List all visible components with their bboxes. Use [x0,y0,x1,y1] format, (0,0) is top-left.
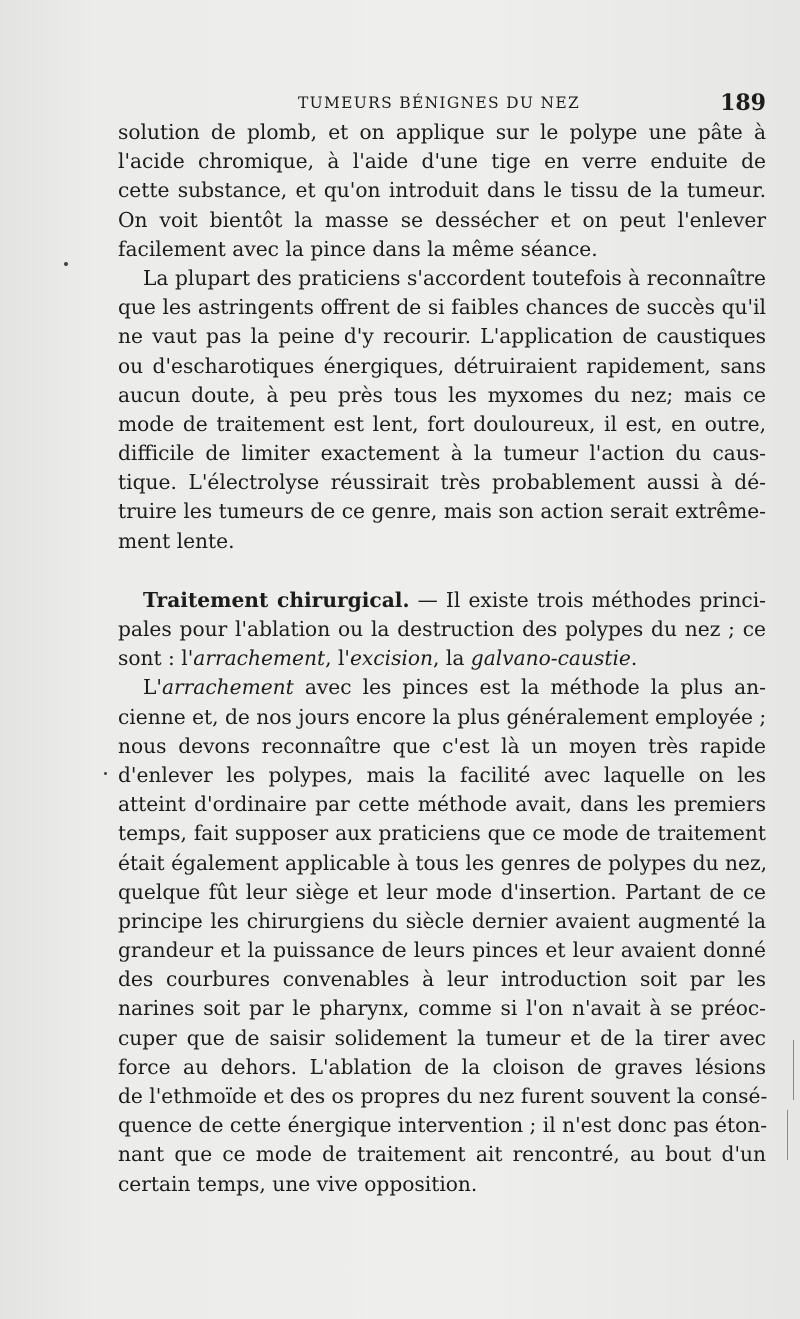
text-line: tique. L'électrolyse réussirait très probablement aussi à dé- [118,470,766,495]
page-edge-mark [787,1110,788,1160]
text-span: — Il existe trois méthodes princi- [409,587,766,612]
text-line: facilement avec la pince dans la même séance. [118,236,598,261]
text-line: narines soit par le pharynx, comme si l'on n'avait à se préoc- [118,996,766,1021]
page-edge-mark [793,1040,794,1100]
text-line [118,673,766,702]
text-line: grandeur et la puissance de leurs pinces et leur avaient donné [118,938,766,963]
page-number: 189 [720,90,766,116]
text-span: L' [143,675,162,700]
text-line: cienne et, de nos jours encore la plus généralement employée ; [118,704,767,729]
text-line: de l'ethmoïde et des os propres du nez furent souvent la consé- [118,1084,768,1108]
text-line: pales pour l'ablation ou la destruction des polypes du nez ; ce [118,617,766,641]
text-span: , la [433,646,471,671]
text-line: atteint d'ordinaire par cette méthode avait, dans les premiers [118,792,766,817]
text-line: cuper que de saisir solidement la tumeur et de la tirer avec [118,1025,766,1050]
text-span: sont : l' [118,646,194,671]
text-line: force au dehors. L'ablation de la cloison de graves lésions [118,1054,766,1079]
text-line: solution de plomb, et on applique sur le polype une pâte à [118,120,766,144]
text-line: principe les chirurgiens du siècle dernier avaient augmenté la [118,908,766,933]
text-line [118,586,766,615]
section-gap [118,556,766,586]
text-line: On voit bientôt la masse se dessécher et on peut l'enlever [118,207,766,232]
ink-speck [64,262,68,266]
text-line: quence de cette énergique intervention ; il n'est donc pas éton- [118,1113,768,1138]
text-line: difficile de limiter exactement à la tumeur l'action du caus- [118,441,766,466]
text-span: avec les pinces est la méthode la plus an- [293,675,766,700]
running-title: TUMEURS BÉNIGNES DU NEZ [298,94,581,112]
text-line: cette substance, et qu'on introduit dans le tissu de la tumeur. [118,178,766,203]
text-line: que les astringents offrent de si faibles chances de succès qu'il [118,295,766,320]
text-line: ment lente. [118,528,235,553]
body-text [118,118,766,1199]
section-heading: Traitement chirurgical. [143,587,410,612]
text-line: mode de traitement est lent, fort douloureux, il est, en outre, [118,411,766,436]
text-line: quelque fût leur siège et leur mode d'insertion. Partant de ce [118,879,766,904]
text-span: . [630,646,638,671]
text-line: d'enlever les polypes, mais la facilité avec laquelle on les [118,762,766,787]
text-line: nant que ce mode de traitement ait rencontré, au bout d'un [118,1142,766,1167]
text-line [118,644,766,673]
text-line: certain temps, une vive opposition. [118,1171,478,1196]
text-line: temps, fait supposer aux praticiens que ce mode de traitement [118,821,766,846]
text-line: ou d'escharotiques énergiques, détruiraient rapidement, sans [118,353,766,378]
text-span: , l' [325,646,350,671]
text-line: La plupart des praticiens s'accordent toutefois à reconnaître [143,265,766,290]
italic-term: arrachement [161,675,294,700]
text-line: était également applicable à tous les genres de polypes du nez, [118,850,768,875]
text-line: l'acide chromique, à l'aide d'une tige en verre enduite de [118,149,766,174]
text-line: truire les tumeurs de ce genre, mais son action serait extrême- [118,499,766,524]
ink-speck [104,772,107,775]
italic-term: excision [349,646,434,671]
italic-term: arrachement [193,646,326,671]
text-line: des courbures convenables à leur introduction soit par les [118,967,766,992]
text-line: nous devons reconnaître que c'est là un moyen très rapide [118,733,766,758]
text-line: ne vaut pas la peine d'y recourir. L'application de caustiques [118,324,766,349]
italic-term: galvano-caustie [470,646,631,671]
running-head [118,92,766,118]
text-line: aucun doute, à peu près tous les myxomes du nez; mais ce [118,382,766,407]
